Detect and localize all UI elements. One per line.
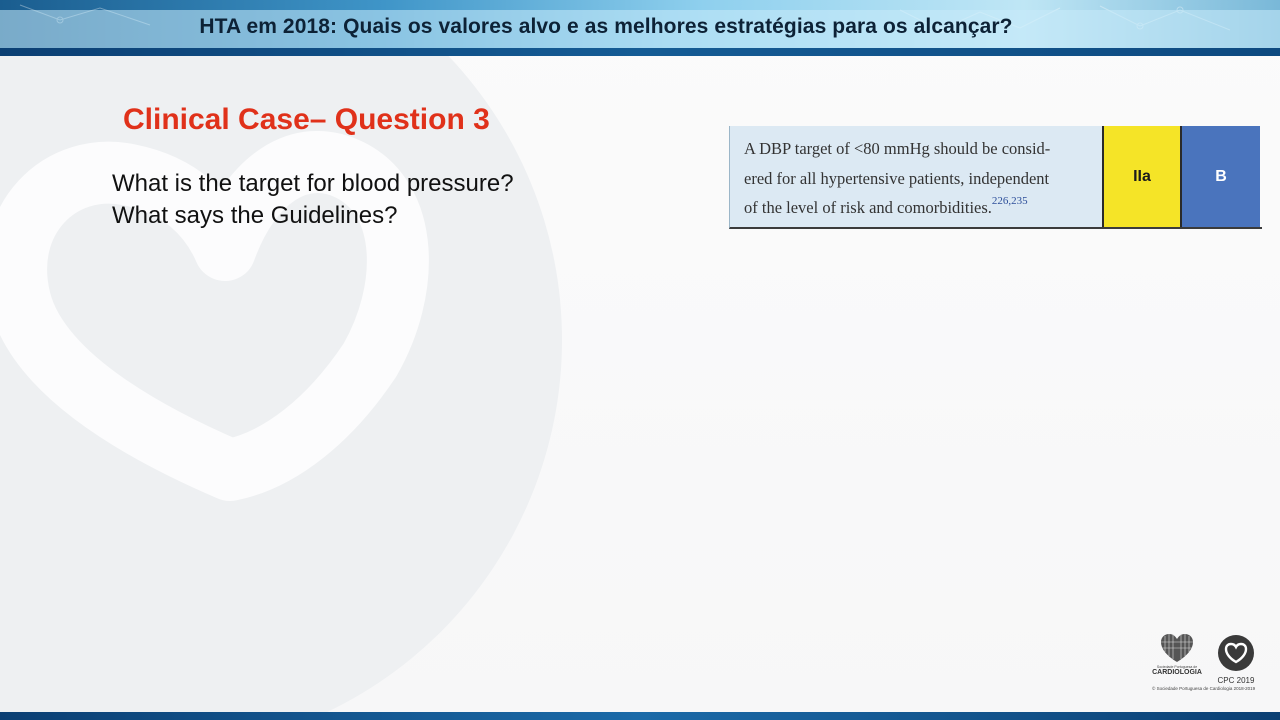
header-divider (0, 48, 1280, 56)
spc-logo-subtitle: Sociedade Portuguesa de (1156, 665, 1198, 669)
recommendation-line: ered for all hypertensive patients, independent (744, 168, 1050, 188)
header-bar (0, 0, 1280, 56)
copyright-text: © Sociedade Portuguesa de Cardiologia 2018-2019 (1152, 686, 1256, 691)
guideline-recommendation-table (729, 126, 1262, 229)
cpc-heart-icon (1217, 634, 1255, 672)
footer-bar (0, 712, 1280, 720)
cpc-logo (1212, 634, 1260, 686)
spc-logo (1152, 632, 1202, 688)
recommendation-line (744, 193, 1092, 223)
spc-logo-name: CARDIOLOGIA (1152, 669, 1202, 676)
cpc-logo-label: CPC 2019 (1217, 676, 1255, 685)
evidence-level: B (1182, 126, 1260, 227)
slide-title: Clinical Case– Question 3 (123, 103, 490, 136)
question-text: What says the Guidelines? (112, 202, 398, 229)
recommendation-line-text: of the level of risk and comorbidities. (744, 198, 992, 217)
recommendation-line: A DBP target of <80 mmHg should be consid- (744, 139, 1051, 158)
heart-logo-icon (1159, 632, 1195, 664)
presentation-title: HTA em 2018: Quais os valores alvo e as melhores estratégias para os alcançar? (199, 15, 1013, 38)
recommendation-class: IIa (1102, 126, 1182, 227)
question-text: What is the target for blood pressure? (112, 170, 514, 197)
recommendation-text (730, 126, 1102, 227)
recommendation-references: 226,235 (991, 195, 1028, 207)
